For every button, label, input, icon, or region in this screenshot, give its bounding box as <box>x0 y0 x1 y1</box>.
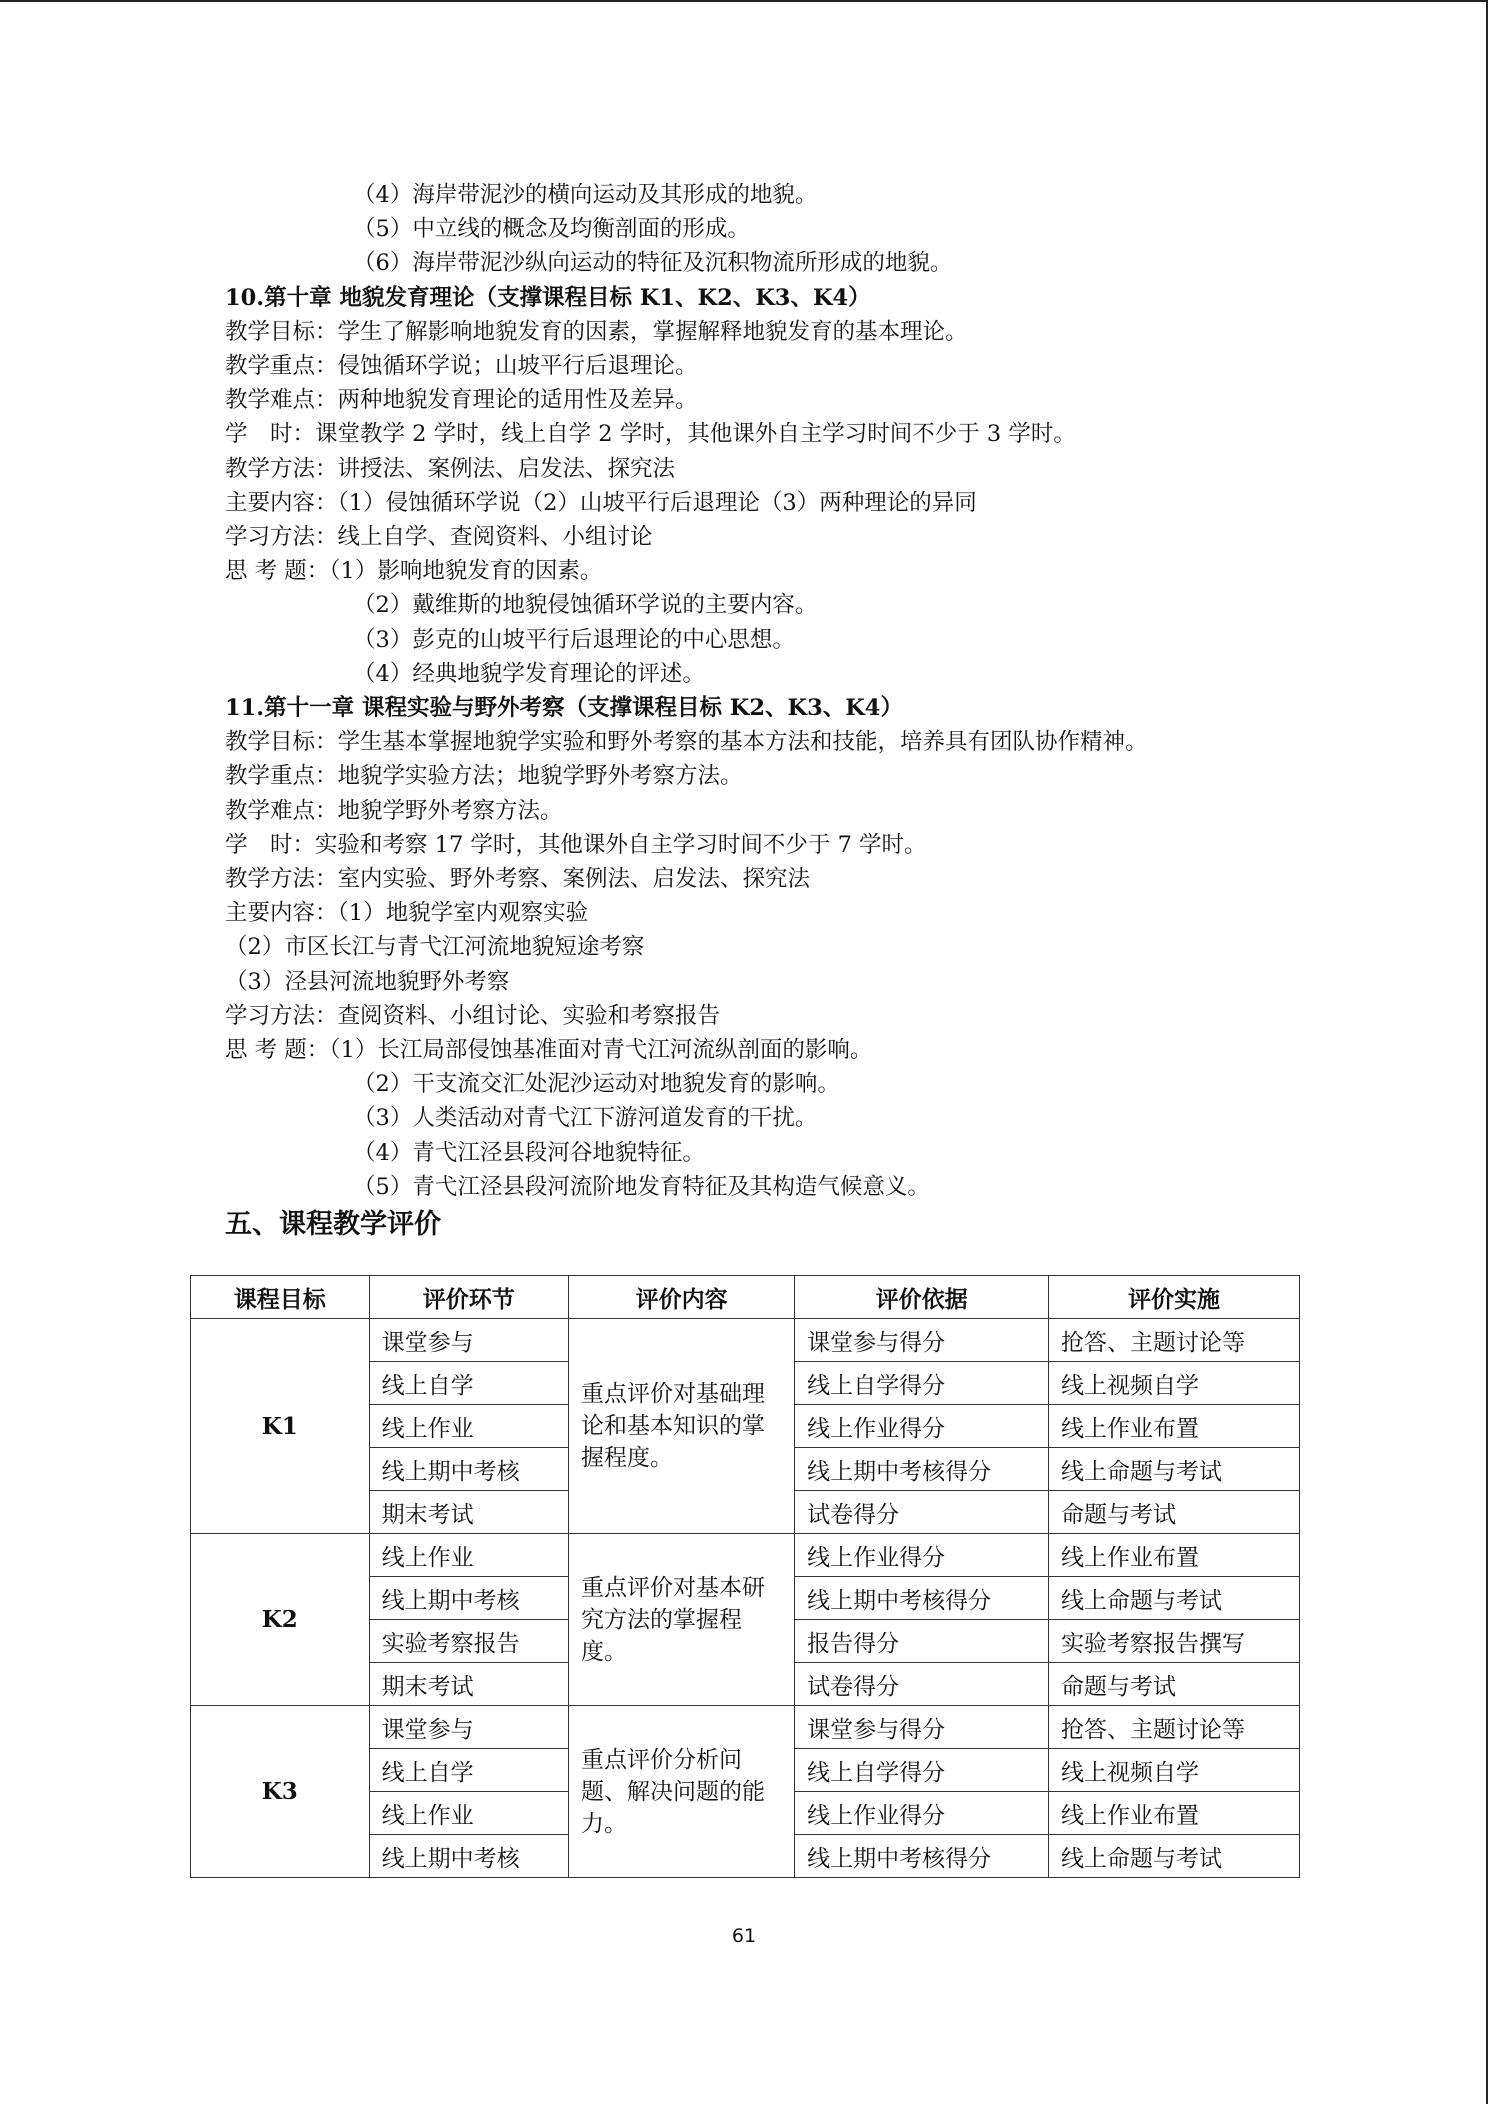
table-row <box>191 1534 1300 1577</box>
table-cell: 线上期中考核得分 <box>795 1448 1049 1491</box>
table-header-row <box>191 1276 1300 1319</box>
table-cell: 线上视频自学 <box>1048 1362 1299 1405</box>
chapter10-question: （4）经典地貌学发育理论的评述。 <box>353 660 705 687</box>
chapter11-question: （5）青弋江泾县段河流阶地发育特征及其构造气候意义。 <box>353 1173 930 1200</box>
table-cell: 线上命题与考试 <box>1048 1835 1299 1878</box>
chapter10-line: 教学重点：侵蚀循环学说；山坡平行后退理论。 <box>225 353 698 380</box>
table-cell: 抢答、主题讨论等 <box>1048 1319 1299 1362</box>
table-cell: 线上期中考核 <box>369 1448 568 1491</box>
table-cell: 线上作业布置 <box>1048 1405 1299 1448</box>
chapter11-questions-label: 思 考 题：（1）长江局部侵蚀基准面对青弋江河流纵剖面的影响。 <box>225 1037 873 1064</box>
chapter11-goal: 教学目标：学生基本掌握地貌学实验和野外考察的基本方法和技能，培养具有团队协作精神。 <box>225 729 1148 756</box>
table-cell: 线上自学得分 <box>795 1362 1049 1405</box>
chapter10-question: （3）彭克的山坡平行后退理论的中心思想。 <box>353 626 795 653</box>
table-cell: 线上命题与考试 <box>1048 1448 1299 1491</box>
table-cell: 线上自学 <box>369 1749 568 1792</box>
content-cell: 重点评价对基础理论和基本知识的掌握程度。 <box>568 1319 794 1534</box>
page-number: 61 <box>731 1925 757 1947</box>
table-cell: 课堂参与得分 <box>795 1319 1049 1362</box>
table-header-cell: 评价环节 <box>369 1276 568 1319</box>
table-cell: 线上视频自学 <box>1048 1749 1299 1792</box>
chapter10-title: 10.第十章 地貌发育理论（支撑课程目标 K1、K2、K3、K4） <box>225 284 871 311</box>
section-heading: 五、课程教学评价 <box>225 1209 441 1241</box>
table-cell: 试卷得分 <box>795 1491 1049 1534</box>
content-cell: 重点评价分析问题、解决问题的能力。 <box>568 1706 794 1878</box>
chapter11-line: 学 时：实验和考察 17 学时，其他课外自主学习时间不少于 7 学时。 <box>225 831 927 858</box>
chapter11-line: 教学重点：地貌学实验方法；地貌学野外考察方法。 <box>225 763 743 790</box>
objective-cell: K2 <box>191 1534 370 1706</box>
chapter10-line: 教学方法：讲授法、案例法、启发法、探究法 <box>225 455 676 482</box>
table-cell: 期末考试 <box>369 1491 568 1534</box>
chapter10-line: 学 时：课堂教学 2 学时，线上自学 2 学时，其他课外自主学习时间不少于 3 学时。 <box>225 421 1076 448</box>
table-cell: 线上作业得分 <box>795 1792 1049 1835</box>
table-row <box>191 1319 1300 1362</box>
table-cell: 线上期中考核得分 <box>795 1577 1049 1620</box>
chapter10-line: 学习方法：线上自学、查阅资料、小组讨论 <box>225 524 653 551</box>
intro-item: （6）海岸带泥沙纵向运动的特征及沉积物流所形成的地貌。 <box>353 250 953 277</box>
table-header-cell: 评价内容 <box>568 1276 794 1319</box>
table-row <box>191 1706 1300 1749</box>
content-cell: 重点评价对基本研究方法的掌握程度。 <box>568 1534 794 1706</box>
table-cell: 线上期中考核 <box>369 1835 568 1878</box>
table-cell: 实验考察报告 <box>369 1620 568 1663</box>
chapter10-line: 教学难点：两种地貌发育理论的适用性及差异。 <box>225 387 698 414</box>
objective-cell: K1 <box>191 1319 370 1534</box>
table-cell: 线上自学 <box>369 1362 568 1405</box>
table-cell: 命题与考试 <box>1048 1663 1299 1706</box>
evaluation-table <box>190 1275 1300 1878</box>
chapter10-line: 主要内容：（1）侵蚀循环学说（2）山坡平行后退理论（3）两种理论的异同 <box>225 489 977 516</box>
chapter11-line: 教学难点：地貌学野外考察方法。 <box>225 797 563 824</box>
table-cell: 线上作业布置 <box>1048 1534 1299 1577</box>
chapter11-line: 学习方法：查阅资料、小组讨论、实验和考察报告 <box>225 1002 721 1029</box>
table-header-cell: 课程目标 <box>191 1276 370 1319</box>
chapter10-line: 教学目标：学生了解影响地貌发育的因素，掌握解释地貌发育的基本理论。 <box>225 318 968 345</box>
table-cell: 实验考察报告撰写 <box>1048 1620 1299 1663</box>
table-cell: 线上作业布置 <box>1048 1792 1299 1835</box>
table-cell: 抢答、主题讨论等 <box>1048 1706 1299 1749</box>
table-cell: 报告得分 <box>795 1620 1049 1663</box>
table-cell: 线上期中考核 <box>369 1577 568 1620</box>
table-cell: 课堂参与 <box>369 1706 568 1749</box>
table-cell: 命题与考试 <box>1048 1491 1299 1534</box>
table-cell: 线上作业 <box>369 1792 568 1835</box>
chapter11-title: 11.第十一章 课程实验与野外考察（支撑课程目标 K2、K3、K4） <box>225 695 903 722</box>
table-cell: 线上命题与考试 <box>1048 1577 1299 1620</box>
chapter11-line: 主要内容：（1）地貌学室内观察实验 <box>225 900 589 927</box>
table-header-cell: 评价依据 <box>795 1276 1049 1319</box>
table-cell: 线上作业得分 <box>795 1534 1049 1577</box>
table-cell: 线上作业 <box>369 1534 568 1577</box>
chapter10-questions-label: 思 考 题：（1）影响地貌发育的因素。 <box>225 558 603 585</box>
chapter11-line: （3）泾县河流地貌野外考察 <box>225 968 510 995</box>
page-top-border <box>0 0 1488 2</box>
table-cell: 期末考试 <box>369 1663 568 1706</box>
table-cell: 线上自学得分 <box>795 1749 1049 1792</box>
chapter11-question: （4）青弋江泾县段河谷地貌特征。 <box>353 1139 705 1166</box>
chapter11-question: （3）人类活动对青弋江下游河道发育的干扰。 <box>353 1105 818 1132</box>
table-cell: 线上期中考核得分 <box>795 1835 1049 1878</box>
chapter11-line: 教学方法：室内实验、野外考察、案例法、启发法、探究法 <box>225 866 811 893</box>
chapter11-line: （2）市区长江与青弋江河流地貌短途考察 <box>225 934 645 961</box>
document-body <box>225 178 1335 1242</box>
table-header-cell: 评价实施 <box>1048 1276 1299 1319</box>
table-cell: 线上作业 <box>369 1405 568 1448</box>
intro-item: （4）海岸带泥沙的横向运动及其形成的地貌。 <box>353 182 818 208</box>
chapter10-question: （2）戴维斯的地貌侵蚀循环学说的主要内容。 <box>353 592 818 619</box>
objective-cell: K3 <box>191 1706 370 1878</box>
table-cell: 课堂参与得分 <box>795 1706 1049 1749</box>
table-cell: 试卷得分 <box>795 1663 1049 1706</box>
table-cell: 线上作业得分 <box>795 1405 1049 1448</box>
intro-item: （5）中立线的概念及均衡剖面的形成。 <box>353 216 750 243</box>
table-cell: 课堂参与 <box>369 1319 568 1362</box>
chapter11-question: （2）干支流交汇处泥沙运动对地貌发育的影响。 <box>353 1071 840 1098</box>
